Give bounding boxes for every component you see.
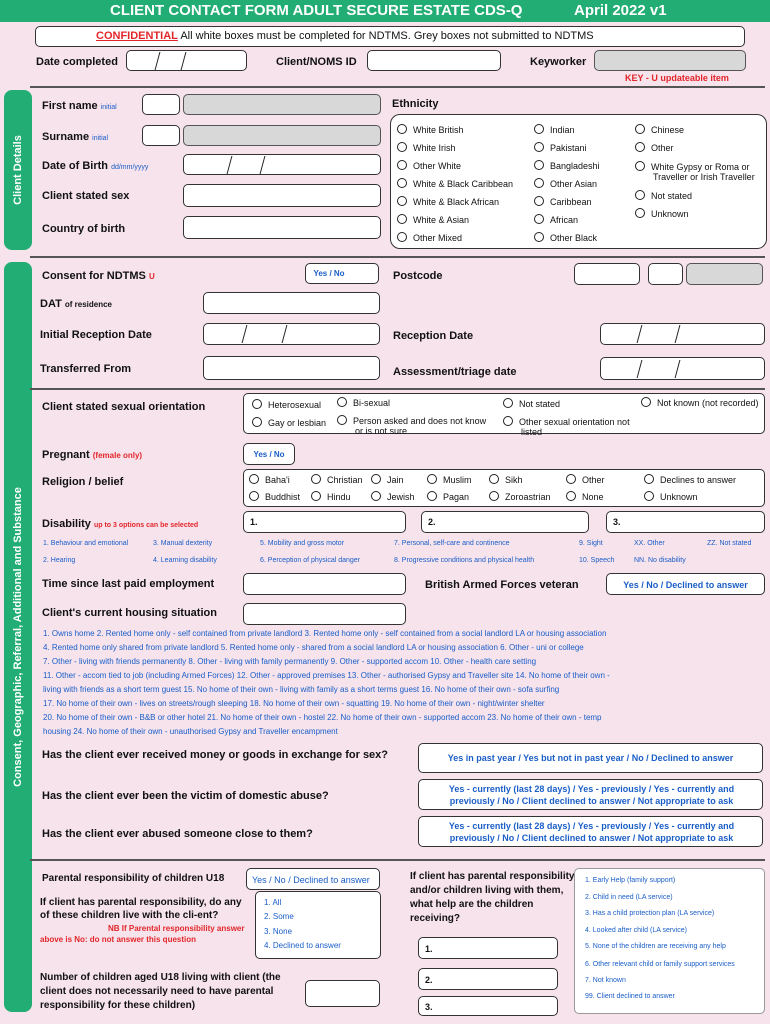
dob-label: Date of Birth dd/mm/yyyy	[42, 160, 149, 172]
eth-option[interactable]: Bangladeshi	[534, 160, 600, 171]
keyworker-label: Keyworker	[530, 56, 587, 68]
eth-option[interactable]: Other White	[397, 160, 461, 171]
live-with-options[interactable]: 1. All 2. Some 3. None 4. Declined to answer	[255, 891, 381, 959]
orientation-label: Client stated sexual orientation	[42, 401, 206, 413]
religion-option[interactable]: Jain	[371, 474, 404, 485]
postcode-label: Postcode	[393, 270, 443, 282]
first-name-label: First name initial	[42, 100, 117, 112]
assessment-field[interactable]	[600, 357, 765, 380]
dob-field[interactable]	[183, 154, 381, 175]
eth-option[interactable]: White & Black African	[397, 196, 499, 207]
abused-question: Has the client ever abused someone close to them?	[42, 828, 313, 840]
divider	[30, 388, 765, 390]
eth-option[interactable]: White & Black Caribbean	[397, 178, 513, 189]
veteran-field[interactable]: Yes / No / Declined to answer	[606, 573, 765, 595]
live-with-question: If client has parental responsibility, do any of these children live with the cli-ent?	[40, 897, 242, 921]
abused-answer[interactable]: Yes - currently (last 28 days) / Yes - previously / Yes - currently and previously / No / Client declined to answer / Not appropriate to ask	[418, 816, 763, 847]
key-note: KEY - U updateable item	[625, 73, 729, 83]
employment-label: Time since last paid employment	[42, 578, 215, 590]
religion-option[interactable]: Jewish	[371, 491, 415, 502]
religion-option[interactable]: Pagan	[427, 491, 469, 502]
orientation-extra: listed	[521, 427, 543, 437]
religion-option[interactable]: None	[566, 491, 604, 502]
orientation-box	[243, 393, 765, 437]
postcode-part2[interactable]	[648, 263, 683, 285]
eth-option[interactable]: White Gypsy or Roma or	[635, 161, 750, 172]
disability-code: 1. Behaviour and emotional	[43, 540, 129, 547]
parental-field[interactable]: Yes / No / Declined to answer	[246, 868, 380, 890]
sex-exchange-question: Has the client ever received money or goods in exchange for sex?	[42, 749, 389, 761]
consent-field[interactable]: Yes / No	[305, 263, 379, 284]
domestic-abuse-question: Has the client ever been the victim of domestic abuse?	[42, 790, 329, 802]
disability-box-3[interactable]: 3.	[606, 511, 765, 533]
client-details-tab: Client Details	[4, 90, 32, 250]
sex-label: Client stated sex	[42, 190, 130, 202]
religion-option[interactable]: Other	[566, 474, 605, 485]
help-question: If client has parental responsibility and/or children living with them, what help are the children receiving?	[410, 871, 575, 924]
eth-option[interactable]: Other Black	[534, 232, 597, 243]
help-box-3[interactable]: 3.	[418, 996, 558, 1016]
orientation-option[interactable]: Person asked and does not know	[337, 415, 486, 426]
divider	[30, 859, 765, 861]
eth-option[interactable]: African	[534, 214, 578, 225]
date-completed-field[interactable]	[126, 50, 247, 71]
religion-option[interactable]: Christian	[311, 474, 363, 485]
religion-option[interactable]: Muslim	[427, 474, 472, 485]
eth-option[interactable]: Not stated	[635, 190, 692, 201]
eth-option[interactable]: White Irish	[397, 142, 456, 153]
disability-box-1[interactable]: 1.	[243, 511, 406, 533]
postcode-part1[interactable]	[574, 263, 640, 285]
religion-option[interactable]: Sikh	[489, 474, 523, 485]
assessment-label: Assessment/triage date	[393, 366, 517, 378]
help-box-1[interactable]: 1.	[418, 937, 558, 959]
employment-field[interactable]	[243, 573, 406, 595]
pregnant-field[interactable]: Yes / No	[243, 443, 295, 465]
orientation-option[interactable]: Gay or lesbian	[252, 417, 326, 428]
divider	[30, 86, 765, 88]
housing-codes: 1. Owns home 2. Rented home only - self contained from private landlord 3. Rented home only - self contained from a social landlord LA or housing association 4. Rented home only shared from private landlord 5. Rented home only - shared from a social landlord LA or housing association 6. Other - uni or college 7. Other - living with friends permanently 8. Other - living with family permanently 9. Other - supported accom 10. Other - health care setting 11. Other - accom tied to job (including Armed Forces) 12. Other - approved premises 13. Other - authorised Gypsy and Traveller site 14. No home of their own - living with friends as a short term guest 15. No home of their own - living with family as a short terms guest 16. No home of their own - sofa surfing 17. No home of their own - lives on streets/rough sleeping 18. No home of their own - squatting 19. No home of their own - night/winter shelter 20. No home of their own - B&B or other hotel 21. No home of their own - hostel 22. No home of their own - supported accom 23. No home of their own - temp housing 24. No home of their own - unauthorised Gypsy and Traveller encampment	[43, 629, 610, 736]
divider	[30, 256, 765, 258]
transferred-field[interactable]	[203, 356, 380, 380]
religion-label: Religion / belief	[42, 476, 124, 488]
consent-tab: Consent, Geographic, Referral, Additional and Substance	[4, 262, 32, 1012]
eth-option[interactable]: White & Asian	[397, 214, 469, 225]
disability-code: 9. Sight	[579, 540, 603, 547]
disability-code: ZZ. Not stated	[707, 540, 752, 547]
keyworker-field[interactable]	[594, 50, 746, 71]
religion-option[interactable]: Baha'i	[249, 474, 290, 485]
eth-option[interactable]: Other Mixed	[397, 232, 462, 243]
live-with-note: NB If Parental responsibility answer above is No: do not answer this question	[40, 924, 245, 944]
initial-reception-field[interactable]	[203, 323, 380, 345]
parental-label: Parental responsibility of children U18	[42, 873, 225, 884]
domestic-abuse-answer[interactable]: Yes - currently (last 28 days) / Yes - previously / Yes - currently and previously / No / Client declined to answer / Not appropriate to ask	[418, 779, 763, 810]
help-options: 1. Early Help (family support) 2. Child in need (LA service) 3. Has a child protection plan (LA service) 4. Looked after child (LA service) 5. None of the children are receiving any help 6. Other relevant child or family support services 7. Not known 99. Client declined to answer	[574, 868, 765, 1014]
eth-option-extra: Traveller or Irish Traveller	[653, 172, 755, 182]
country-label: Country of birth	[42, 223, 126, 235]
eth-option[interactable]: Other	[635, 142, 674, 153]
dat-label: DAT of residence	[40, 298, 112, 310]
disability-code: 4. Learning disability	[153, 557, 217, 564]
disability-code: 3. Manual dexterity	[153, 540, 213, 547]
eth-option[interactable]: Other Asian	[534, 178, 597, 189]
disability-code: XX. Other	[634, 540, 665, 547]
disability-code: NN. No disability	[634, 557, 686, 564]
housing-field[interactable]	[243, 603, 406, 625]
client-noms-field[interactable]	[367, 50, 501, 71]
date-completed-label: Date completed	[36, 56, 118, 68]
confidential-label: CONFIDENTIAL	[96, 30, 178, 42]
orientation-option[interactable]: Not stated	[503, 398, 560, 409]
disability-code: 10. Speech	[579, 557, 615, 564]
eth-option[interactable]: Pakistani	[534, 142, 587, 153]
orientation-option[interactable]: Heterosexual	[252, 399, 321, 410]
notice-box	[35, 26, 745, 47]
disability-code: 8. Progressive conditions and physical health	[394, 557, 535, 564]
form-title: CLIENT CONTACT FORM ADULT SECURE ESTATE CDS-Q	[110, 2, 523, 19]
first-name-field[interactable]	[183, 94, 381, 115]
orientation-option[interactable]: Bi-sexual	[337, 397, 390, 408]
help-box-2[interactable]: 2.	[418, 968, 558, 990]
disability-box-2[interactable]: 2.	[421, 511, 589, 533]
children-number-field[interactable]	[305, 980, 380, 1007]
surname-field[interactable]	[183, 125, 381, 146]
housing-label: Client's current housing situation	[42, 607, 217, 619]
client-noms-label: Client/NOMS ID	[276, 56, 357, 68]
religion-box	[243, 469, 765, 507]
religion-option[interactable]: Hindu	[311, 491, 351, 502]
disability-label: Disability up to 3 options can be selected	[42, 518, 199, 530]
eth-option[interactable]: Caribbean	[534, 196, 592, 207]
eth-option[interactable]: Indian	[534, 124, 575, 135]
initial-reception-label: Initial Reception Date	[40, 329, 152, 341]
sex-field[interactable]	[183, 184, 381, 207]
pregnant-label: Pregnant (female only)	[42, 449, 143, 461]
sex-exchange-answer[interactable]: Yes in past year / Yes but not in past year / No / Declined to answer	[418, 743, 763, 773]
form-version: April 2022 v1	[574, 2, 667, 19]
eth-option[interactable]: White British	[397, 124, 464, 135]
ethnicity-label: Ethnicity	[392, 98, 439, 110]
postcode-part3[interactable]	[686, 263, 763, 285]
disability-code: 2. Hearing	[43, 557, 76, 564]
eth-option[interactable]: Chinese	[635, 124, 684, 135]
ethnicity-box	[390, 114, 767, 249]
dat-field[interactable]	[203, 292, 380, 314]
religion-option[interactable]: Buddhist	[249, 491, 300, 502]
first-name-initial[interactable]	[142, 94, 180, 115]
surname-label: Surname initial	[42, 131, 109, 143]
veteran-label: British Armed Forces veteran	[425, 579, 579, 591]
notice-text: All white boxes must be completed for NDTMS. Grey boxes not submitted to NDTMS	[180, 30, 594, 42]
orientation-extra: or is not sure	[355, 426, 408, 436]
disability-code: 5. Mobility and gross motor	[260, 540, 345, 547]
eth-option[interactable]: Unknown	[635, 208, 689, 219]
religion-option[interactable]: Unknown	[644, 491, 698, 502]
disability-code: 6. Perception of physical danger	[260, 557, 361, 564]
children-number-label: Number of children aged U18 living with client (the client does not necessarily need to have parental responsibility for these children)	[40, 972, 281, 1011]
orientation-option[interactable]: Not known (not recorded)	[641, 397, 759, 408]
orientation-option[interactable]: Other sexual orientation not	[503, 416, 630, 427]
reception-field[interactable]	[600, 323, 765, 345]
religion-option[interactable]: Declines to answer	[644, 474, 736, 485]
consent-label: Consent for NDTMS U	[42, 270, 155, 282]
country-field[interactable]	[183, 216, 381, 239]
surname-initial[interactable]	[142, 125, 180, 146]
transferred-label: Transferred From	[40, 363, 132, 375]
reception-label: Reception Date	[393, 330, 474, 342]
form-header	[0, 0, 770, 22]
disability-code: 7. Personal, self-care and continence	[394, 540, 510, 547]
religion-option[interactable]: Zoroastrian	[489, 491, 551, 502]
